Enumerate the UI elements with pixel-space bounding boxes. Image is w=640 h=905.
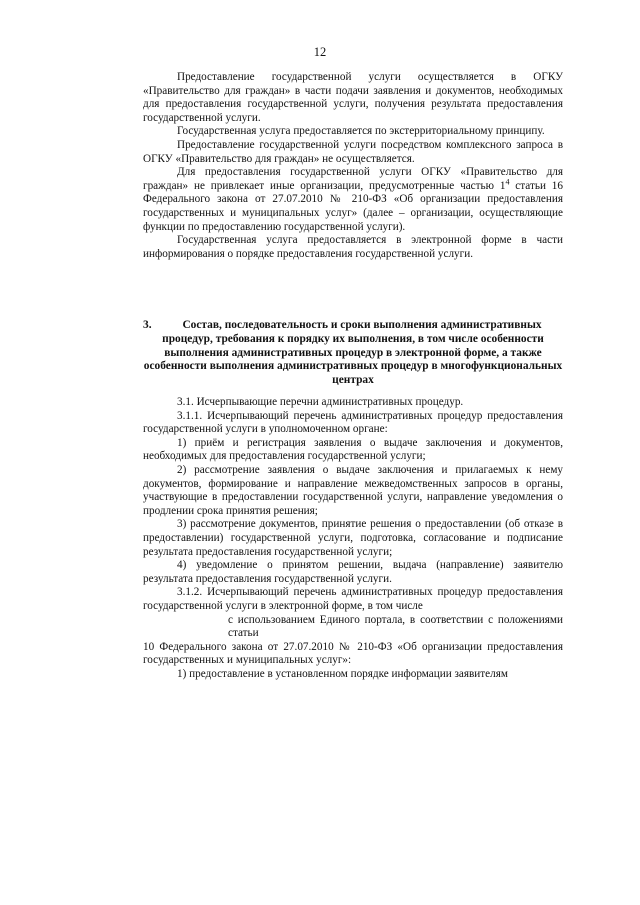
list-item-4: 4) уведомление о принятом решении, выдача (направление) заявителю результата предоставления государственной услуги.: [143, 559, 563, 585]
intro-text-block: [143, 71, 563, 261]
paragraph-exterritorial: Государственная услуга предоставляется по экстерриториальному принципу.: [177, 125, 545, 138]
paragraph-complex-request: Предоставление государственной услуги посредством комплексного запроса в ОГКУ «Правительство для граждан» не осуществляется.: [143, 138, 563, 165]
paragraph-electronic-form: Государственная услуга предоставляется в электронной форме в части информирования о порядке предоставления государственной услуги.: [143, 234, 563, 260]
list-item-2: 2) рассмотрение заявления о выдаче заключения и прилагаемых к нему документов, формирование и направление межведомственных запросов в органы, участвующие в предоставлении государственной услуги, направление уведомления о продлении срока принятия решения;: [143, 463, 563, 517]
paragraph-3-1-1: 3.1.1. Исчерпывающий перечень административных процедур предоставления государственной услуги в уполномоченном органе:: [143, 409, 563, 436]
section-number: 3.: [143, 319, 152, 331]
section-title: Состав, последовательность и сроки выполнения административных процедур, требования к порядку их выполнения, в том числе особенности выполнения административных процедур в электронной форме, а также особенности выполнения административных процедур в многофункциональных центрах: [143, 319, 563, 387]
paragraph-3-1-2: 3.1.2. Исчерпывающий перечень административных процедур предоставления государственной услуги в электронной форме, в том числе: [143, 586, 563, 612]
paragraph-other-organizations: Для предоставления государственной услуги ОГКУ «Правительство для граждан» не привлекает иные организации, предусмотренные частью $1^4$ статьи 16 Федерального закона от 27.07.2010 № 210-ФЗ «Об организации предоставления государственных и муниципальных услуг» (далее – организации, осуществляющие функции по предоставлению государственной услуги).: [143, 166, 563, 233]
section-heading: [143, 319, 563, 388]
paragraph-3-1: 3.1. Исчерпывающие перечни административных процедур.: [177, 396, 464, 408]
procedures-text-block: [143, 396, 563, 681]
paragraph-3-1-2-continued: с использованием Единого портала, в соответствии с положениями статьи: [228, 613, 563, 640]
paragraph-provision-ogku: Предоставление государственной услуги осуществляется в ОГКУ «Правительство для граждан» в части подачи заявления и документов, необходимых для предоставления государственной услуги, получения результата предоставления государственной услуги.: [143, 71, 563, 124]
list-item-electronic-1: 1) предоставление в установленном порядке информации заявителям: [177, 667, 508, 680]
page-number: 12: [313, 45, 327, 59]
paragraph-3-1-2-law: 10 Федерального закона от 27.07.2010 № 210-ФЗ «Об организации предоставления государственных и муниципальных услуг»:: [143, 640, 563, 667]
list-item-3: 3) рассмотрение документов, принятие решения о предоставлении (об отказе в предоставлении) государственной услуги, подготовка, согласование и подписание результата предоставления государственной услуги;: [143, 518, 563, 558]
footnote-superscript: 4: [505, 177, 510, 187]
list-item-1: 1) приём и регистрация заявления о выдаче заключения и документов, необходимых для предоставления государственной услуги;: [143, 436, 563, 463]
